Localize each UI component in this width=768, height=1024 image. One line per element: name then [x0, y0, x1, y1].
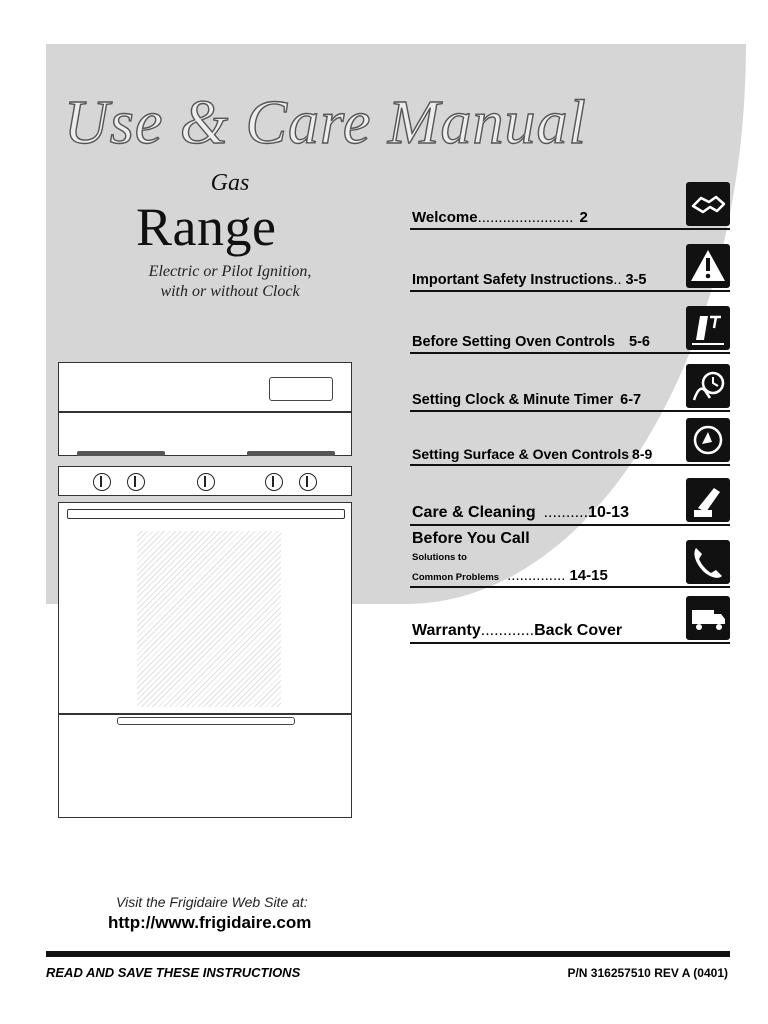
toc-item-safety[interactable] [410, 230, 730, 292]
toc-label: Important Safety Instructions [412, 272, 614, 288]
range-control-panel [58, 466, 352, 496]
burner-grate-left [77, 451, 165, 456]
product-subtitle [120, 262, 340, 302]
subtitle-line-2: with or without Clock [160, 283, 300, 300]
website-caption: Visit the Frigidaire Web Site at: [116, 894, 308, 910]
toc-dots: ............ [480, 622, 535, 639]
subtitle-line-1: Electric or Pilot Ignition, [148, 263, 312, 280]
toc-item-clock[interactable] [410, 354, 730, 412]
toc-item-warranty[interactable] [410, 588, 730, 644]
toc-label: Setting Clock & Minute Timer [412, 392, 614, 408]
part-number: P/N 316257510 REV A (0401) [567, 966, 728, 980]
footer-divider [46, 951, 730, 957]
oven-door [58, 502, 352, 714]
toc-item-surface-controls[interactable] [410, 414, 730, 466]
toc-sublabel-1: Solutions to [412, 552, 467, 563]
toc-item-before-you-call[interactable] [410, 528, 730, 588]
range-backguard [58, 362, 352, 412]
footer-instructions: READ AND SAVE THESE INSTRUCTIONS [46, 965, 301, 980]
toc-pages: 10-13 [588, 504, 629, 521]
toc-label: Welcome [412, 209, 478, 226]
website-url[interactable]: http://www.frigidaire.com [108, 913, 312, 932]
first-icon [686, 306, 730, 350]
toc-pages: 3-5 [625, 272, 647, 288]
oven-door-handle [67, 509, 345, 519]
oven-window [137, 531, 281, 707]
manual-title: Use & Care Manual [64, 89, 587, 157]
toc-label: Care & Cleaning [412, 504, 536, 521]
phone-icon [686, 540, 730, 584]
range-cooktop [58, 412, 352, 456]
cleaning-icon [686, 478, 730, 522]
toc-label: Before Setting Oven Controls [412, 334, 616, 350]
toc-pages: 2 [579, 209, 588, 226]
clock-window [269, 377, 333, 401]
toc-pages: 5-6 [629, 334, 650, 350]
burner-grate-right [247, 451, 335, 456]
toc-dots: ....................... [477, 209, 574, 226]
range-knob [93, 473, 111, 491]
toc-label: Setting Surface & Oven Controls [412, 446, 630, 462]
product-type: Gas [210, 170, 250, 196]
range-illustration [58, 362, 352, 818]
clock-hand-icon [686, 364, 730, 408]
range-knob [127, 473, 145, 491]
toc-item-care-cleaning[interactable] [410, 468, 730, 526]
drawer-handle [117, 717, 295, 725]
toc-label: Before You Call [412, 530, 530, 547]
handshake-icon [686, 182, 730, 226]
toc-dots: .. [613, 272, 622, 288]
toc-pages: 8-9 [632, 446, 653, 462]
warning-icon [686, 244, 730, 288]
toc-dots: .............. [507, 567, 566, 584]
range-knob [299, 473, 317, 491]
toc-item-before-setting[interactable] [410, 292, 730, 354]
toc-label: Warranty [412, 622, 481, 639]
range-knob [265, 473, 283, 491]
toc-dots: .......... [543, 504, 589, 521]
knob-hand-icon [686, 418, 730, 462]
toc-pages: Back Cover [534, 622, 623, 639]
range-knob [197, 473, 215, 491]
storage-drawer [58, 714, 352, 818]
toc-pages: 14-15 [569, 567, 608, 584]
toc-pages: 6-7 [620, 392, 642, 408]
truck-icon [686, 596, 730, 640]
toc-sublabel-2: Common Problems [412, 572, 500, 583]
toc-item-welcome[interactable] [410, 172, 730, 230]
product-name: Range [136, 197, 277, 257]
